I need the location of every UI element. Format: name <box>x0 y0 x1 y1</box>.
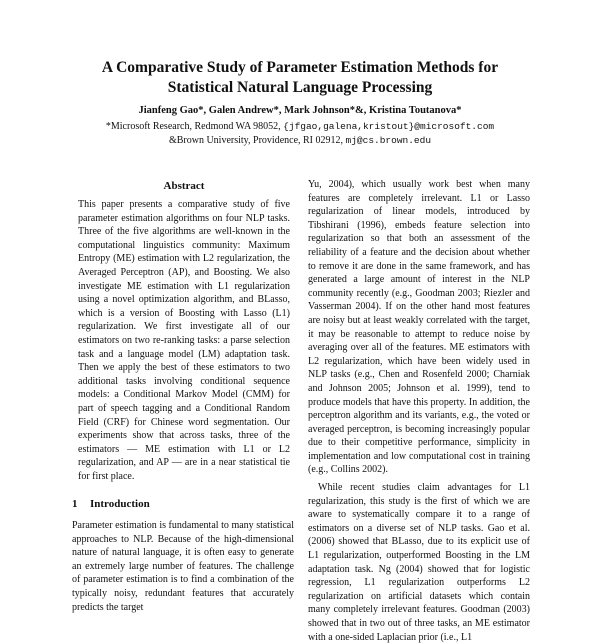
right-column <box>308 178 530 644</box>
affiliation-microsoft <box>0 120 600 133</box>
title-line-2: Statistical Natural Language Processing <box>167 79 433 96</box>
affiliation-2-email: mj@cs.brown.edu <box>345 135 432 146</box>
right-column-paragraph-1: Yu, 2004), which usually work best when many features are completely irrelevant. L1 or Lasso regularization of linear models, introduced by Tibshirani (1996), embeds feature selection into regularization so that both an assessment of the reliability of a feature and the decision about whether to remove it are done in the same framework, and has generated a large amount of interest in the NLP community recently (e.g., Goodman 2003; Riezler and Vasserman 2004). If on the other hand most features are noisy but at least weakly correlated with the target, it may be reasonable to attempt to reduce noise by averaging over all of the features. ME estimators with L2 regularization, which have been widely used in NLP tasks (e.g., Chen and Rosenfeld 2000; Charniak and Johnson 2005; Johnson et al. 1999), tend to produce models that have this property. In addition, the perceptron algorithm and its variants, e.g., the voted or averaged perceptron, is becoming increasingly popular due to their competitive performance, simplicity in implementation and low computational cost in training (e.g., Collins 2002). <box>308 179 530 476</box>
section-heading-introduction <box>72 498 294 510</box>
title-line-1: A Comparative Study of Parameter Estimation Methods for <box>101 59 499 76</box>
right-column-paragraph-2: While recent studies claim advantages for L1 regularization, this study is the first of which we are aware to systematically compare it to a range of estimators on a diverse set of NLP tasks. Gao et al. (2006) showed that BLasso, due to its explicit use of L1 regularization, outperformed Boosting in the LM adaptation task. Ng (2004) showed that for logistic regression, L1 regularization outperforms L2 regularization on artificial datasets which contain many completely irrelevant features. Goodman (2003) showed that in two out of three tasks, an ME estimator with a one-sided Laplacian prior (i.e., L1 <box>308 482 530 643</box>
abstract-heading: Abstract <box>163 180 205 192</box>
affiliation-1-text: *Microsoft Research, Redmond WA 98052, <box>105 121 284 132</box>
section-number: 1 <box>72 498 78 510</box>
affiliation-1-email: {jfgao,galena,kristout}@microsoft.com <box>283 121 495 132</box>
affiliation-2-text: &Brown University, Providence, RI 02912, <box>168 135 346 146</box>
abstract-body: This paper presents a comparative study of five parameter estimation algorithms on four NLP tasks. Three of the five algorithms are well-known in the computational linguistics community: Maximum Entropy (ME) estimation with L2 regularization, the Averaged Perceptron (AP), and Boosting. We also investigate ME estimation with L1 regularization using a novel optimization algorithm, and BLasso, which is a version of Boosting with Lasso (L1) regularization. We first investigate all of our estimators on two re-ranking tasks: a parse selection task and a language model (LM) adaptation task. Then we apply the best of these estimators to two additional tasks involving conditional sequence models: a Conditional Markov Model (CMM) for part of speech tagging and a Conditional Random Field (CRF) for Chinese word segmentation. Our experiments show that across tasks, three of the estimators — ME estimation with L1 or L2 regularization, and AP — are in a near statistical tie for first place. <box>78 199 290 482</box>
author-list: Jianfeng Gao*, Galen Andrew*, Mark Johnson*&, Kristina Toutanova* <box>138 105 462 116</box>
section-title: Introduction <box>90 498 150 510</box>
paper-title <box>0 58 600 98</box>
introduction-body: Parameter estimation is fundamental to many statistical approaches to NLP. Because of the high-dimensional nature of natural language, it is often easy to generate an extremely large number of features. The challenge of parameter estimation is to find a combination of the typically noisy, redundant features that accurately predicts the target <box>72 520 294 613</box>
affiliation-brown <box>0 134 600 147</box>
